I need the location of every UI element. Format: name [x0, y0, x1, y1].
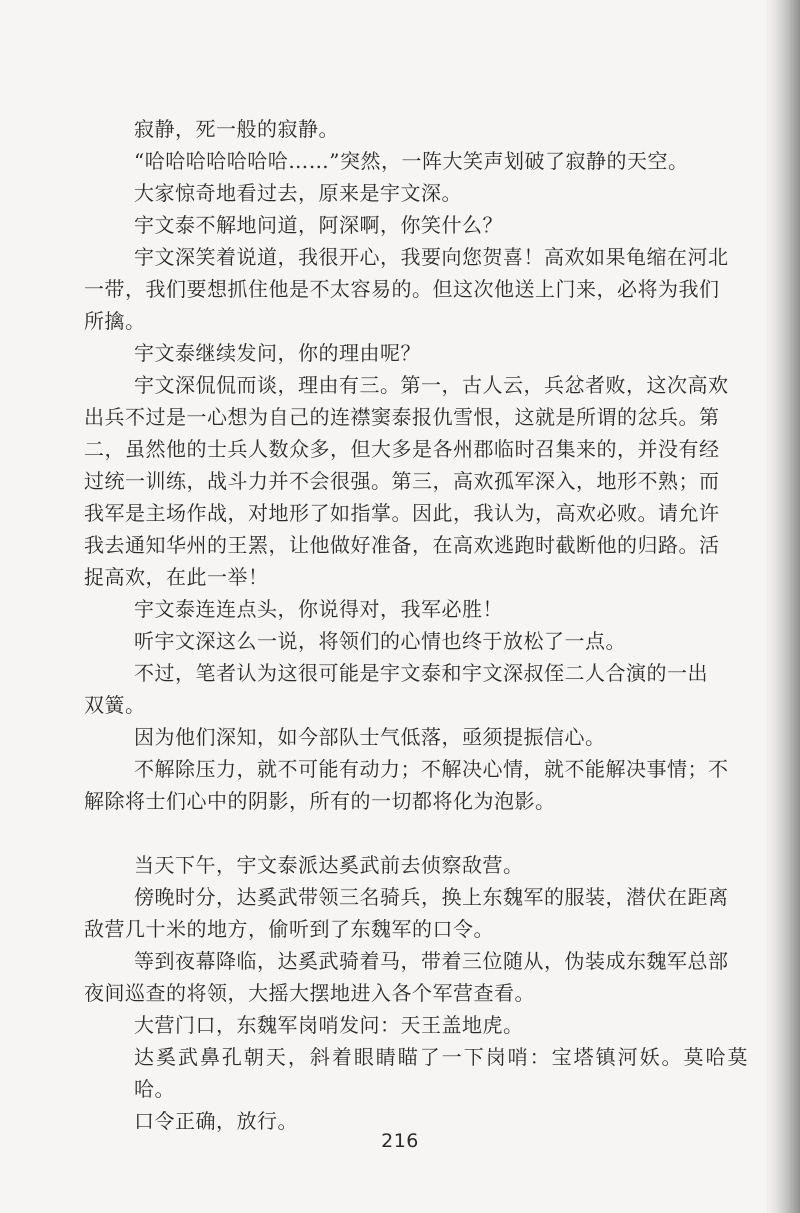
paragraph-first-line: 傍晚时分，达奚武带领三名骑兵，换上东魏军的服装，潜伏在距离 [134, 885, 729, 909]
paragraph-first-line: 宇文深侃侃而谈，理由有三。第一，古人云，兵忿者败，这次高欢 [134, 373, 729, 397]
paragraph-first-line: 因为他们深知，如今部队士气低落，亟须提振信心。 [134, 725, 606, 749]
paragraph-continuation-line: 我去通知华州的王罴，让他做好准备，在高欢逃跑时截断他的归路。活 [84, 533, 720, 557]
paragraph-first-line: 不解除压力，就不可能有动力；不解决心情，就不能解决事情；不 [134, 757, 729, 781]
paragraph-first-line: 不过，笔者认为这很可能是宇文泰和宇文深叔侄二人合演的一出 [134, 661, 708, 685]
body-text [84, 113, 748, 1137]
paragraph-first-line: 寂静，死一般的寂静。 [134, 117, 339, 141]
paragraph-first-line: 宇文深笑着说道，我很开心，我要向您贺喜！高欢如果龟缩在河北 [134, 245, 729, 269]
paragraph-first-line: 大营门口，东魏军岗哨发问：天王盖地虎。 [134, 1013, 524, 1037]
paragraph-continuation-line: 过统一训练，战斗力并不会很强。第三，高欢孤军深入，地形不熟；而 [84, 469, 720, 493]
paragraph-first-line: 当天下午，宇文泰派达奚武前去侦察敌营。 [134, 853, 524, 877]
paragraph-continuation-line: 二，虽然他的士兵人数众多，但大多是各州郡临时召集来的，并没有经 [84, 437, 720, 461]
paragraph-first-line: 达奚武鼻孔朝天，斜着眼睛瞄了一下岗哨：宝塔镇河妖。莫哈莫哈。 [134, 1045, 748, 1101]
paragraph-continuation-line: 夜间巡查的将领，大摇大摆地进入各个军营查看。 [84, 981, 535, 1005]
paragraph-first-line: 听宇文深这么一说，将领们的心情也终于放松了一点。 [134, 629, 626, 653]
paragraph-continuation-line: 所擒。 [84, 309, 146, 333]
paragraph-first-line: 等到夜幕降临，达奚武骑着马，带着三位随从，伪装成东魏军总部 [134, 949, 729, 973]
paragraph-continuation-line: 双簧。 [84, 693, 146, 717]
paragraph-first-line: 宇文泰继续发问，你的理由呢？ [134, 341, 421, 365]
paragraph-first-line: 宇文泰连连点头，你说得对，我军必胜！ [134, 597, 503, 621]
paragraph-continuation-line: 解除将士们心中的阴影，所有的一切都将化为泡影。 [84, 789, 556, 813]
paragraph-first-line: 大家惊奇地看过去，原来是宇文深。 [134, 181, 462, 205]
paragraph-first-line: 宇文泰不解地问道，阿深啊，你笑什么？ [134, 213, 503, 237]
section-gap [134, 817, 748, 849]
paragraph-first-line: “哈哈哈哈哈哈哈……”突然，一阵大笑声划破了寂静的天空。 [134, 149, 689, 173]
paragraph-continuation-line: 我军是主场作战，对地形了如指掌。因此，我认为，高欢必败。请允许 [84, 501, 720, 525]
paragraph-continuation-line: 捉高欢，在此一举！ [84, 565, 269, 589]
paragraph-first-line: 口令正确，放行。 [134, 1109, 298, 1133]
paragraph-continuation-line: 出兵不过是一心想为自己的连襟窦泰报仇雪恨，这就是所谓的忿兵。第 [84, 405, 720, 429]
paragraph-continuation-line: 敌营几十米的地方，偷听到了东魏军的口令。 [84, 917, 494, 941]
page-number: 216 [381, 1130, 419, 1152]
paragraph-continuation-line: 一带，我们要想抓住他是不太容易的。但这次他送上门来，必将为我们 [84, 277, 720, 301]
book-spine-shadow [768, 0, 800, 1213]
